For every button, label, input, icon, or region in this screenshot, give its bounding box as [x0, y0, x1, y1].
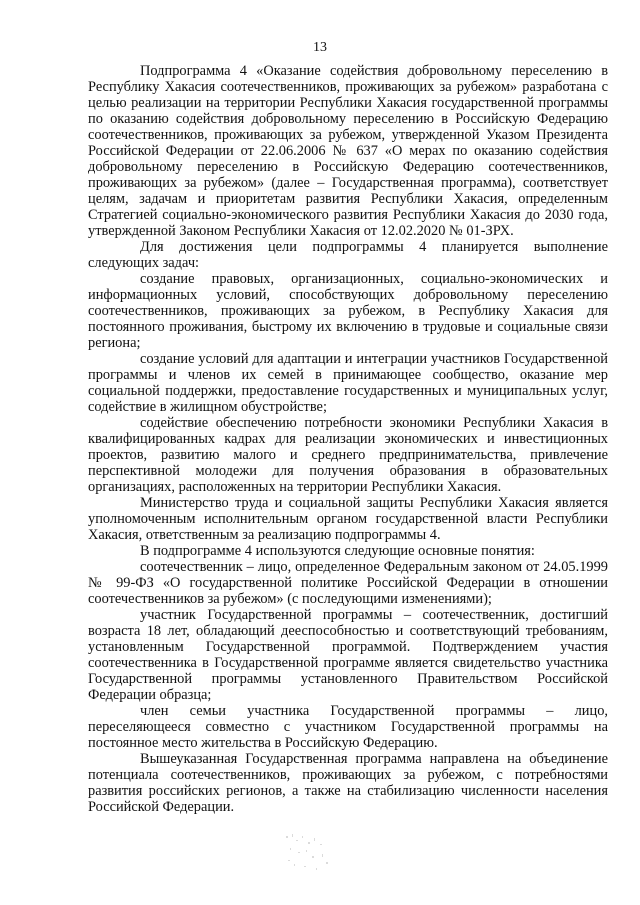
paragraph-tasks-heading: Для достижения цели подпрограммы 4 планируется выполнение следующих задач: — [88, 239, 608, 271]
page-number: 13 — [313, 40, 327, 55]
scan-artifact — [282, 830, 332, 878]
paragraph-ministry: Министерство труда и социальной защиты Республики Хакасия является уполномоченным исполнительным органом государственной власти Республики Хакасия, ответственным за реализацию подпрограммы 4. — [88, 495, 608, 543]
paragraph-definition-family-member: член семьи участника Государственной программы – лицо, переселяющееся совместно с участником Государственной программы на постоянное место жительства в Российскую Федерацию. — [88, 703, 608, 751]
document-body — [88, 63, 608, 815]
paragraph-definition-participant: участник Государственной программы – соотечественник, достигший возраста 18 лет, обладающий дееспособностью и соответствующий требованиям, установленным Государственной программой. Подтверждением участия соотечественника в Государственной программе является свидетельство участника Государственной программы установленного Правительством Российской Федерации образца; — [88, 607, 608, 703]
paragraph-program-aim: Вышеуказанная Государственная программа направлена на объединение потенциала соотечественников, проживающих за рубежом, с потребностями развития российских регионов, а также на стабилизацию численности населения Российской Федерации. — [88, 751, 608, 815]
paragraph-intro: Подпрограмма 4 «Оказание содействия добровольному переселению в Республику Хакасия соотечественников, проживающих за рубежом» разработана с целью реализации на территории Республики Хакасия государственной программы по оказанию содействия добровольному переселению в Российскую Федерацию соотечественников, проживающих за рубежом, утвержденной Указом Президента Российской Федерации от 22.06.2006 № 637 «О мерах по оказанию содействия добровольному переселению в Российскую Федерацию соотечественников, проживающих за рубежом» (далее – Государственная программа), соответствует целям, задачам и приоритетам развития Республики Хакасия, определенным Стратегией социально-экономического развития Республики Хакасия до 2030 года, утвержденной Законом Республики Хакасия от 12.02.2020 № 01-ЗРХ. — [88, 63, 608, 239]
paragraph-task-1: создание правовых, организационных, социально-экономических и информационных условий, способствующих добровольному переселению соотечественников, проживающих за рубежом, в Республику Хакасия для постоянного проживания, быстрому их включению в трудовые и социальные связи региона; — [88, 271, 608, 351]
paragraph-definition-compatriot: соотечественник – лицо, определенное Федеральным законом от 24.05.1999 № 99-ФЗ «О государственной политике Российской Федерации в отношении соотечественников за рубежом» (с последующими изменениями); — [88, 559, 608, 607]
paragraph-concepts-heading: В подпрограмме 4 используются следующие основные понятия: — [140, 543, 535, 559]
paragraph-task-2: создание условий для адаптации и интеграции участников Государственной программы и членов их семей в принимающее сообщество, оказание мер социальной поддержки, предоставление государственных и муниципальных услуг, содействие в жилищном обустройстве; — [88, 351, 608, 415]
paragraph-task-3: содействие обеспечению потребности экономики Республики Хакасия в квалифицированных кадрах для реализации экономических и инвестиционных проектов, развитию малого и среднего предпринимательства, привлечение перспективной молодежи для получения образования в образовательных организациях, расположенных на территории Республики Хакасия. — [88, 415, 608, 495]
